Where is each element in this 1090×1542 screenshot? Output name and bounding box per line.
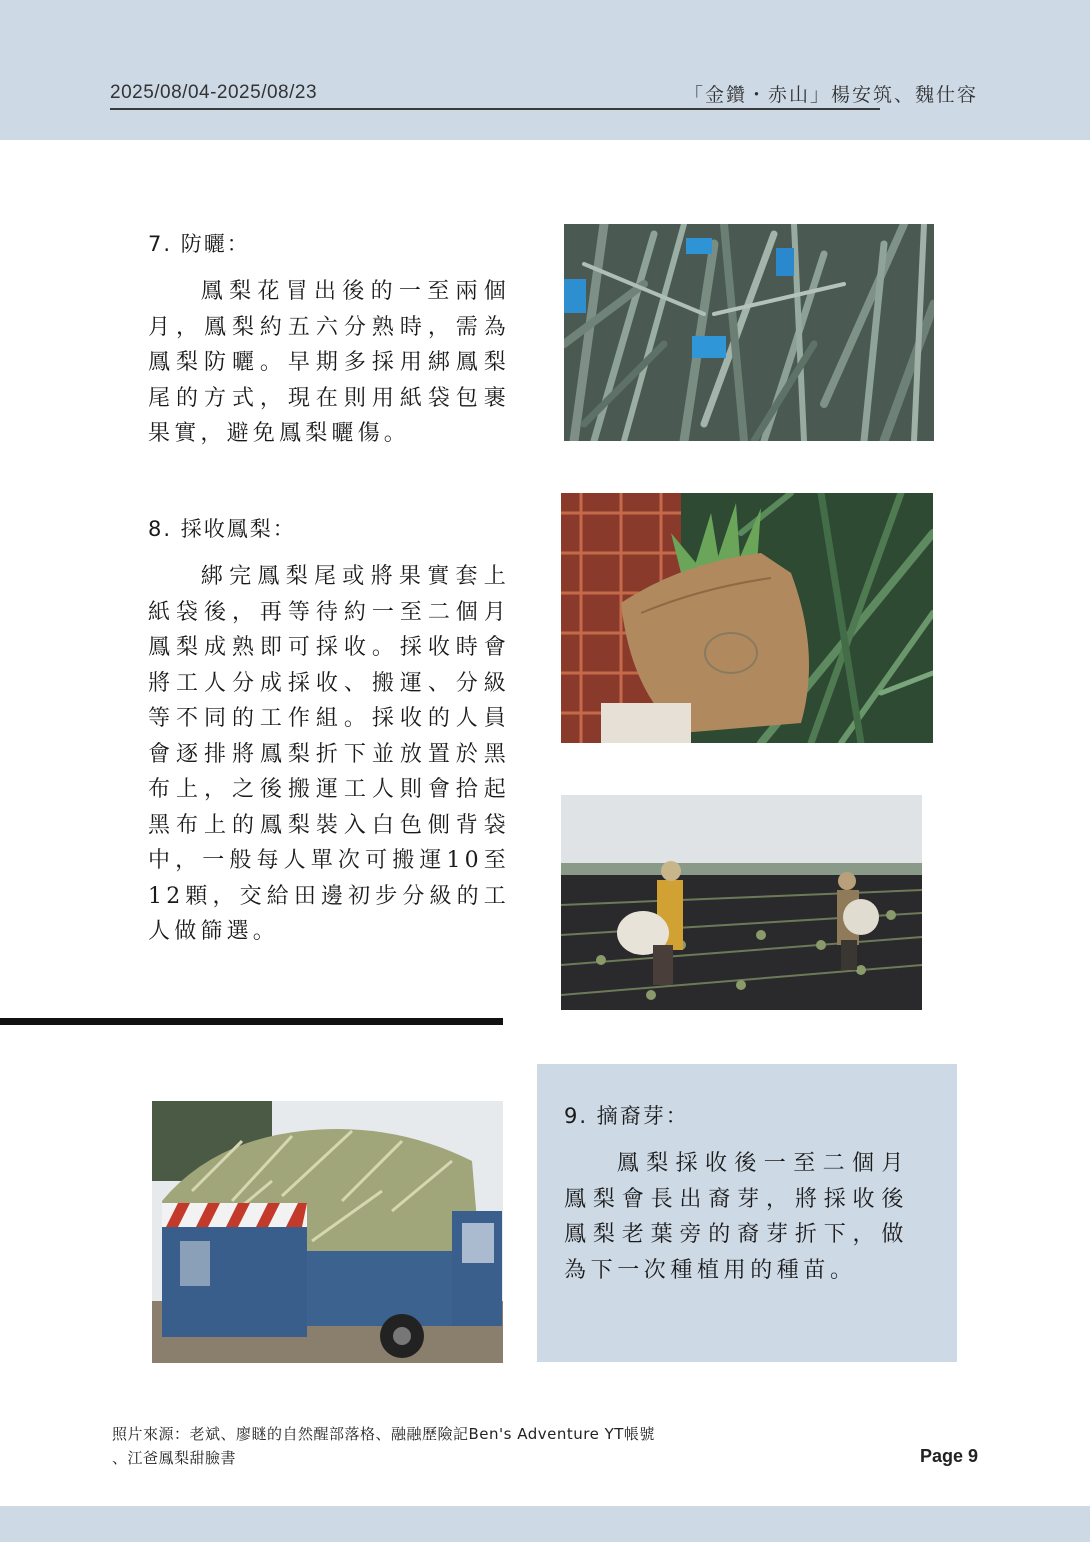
section-harvest <box>148 513 510 950</box>
section-body: 鳳梨花冒出後的一至兩個月，鳳梨約五六分熟時，需為鳳梨防曬。早期多採用綁鳳梨尾的方式，現在則用紙袋包裹果實，避免鳳梨曬傷。 <box>148 279 510 446</box>
photo-tied-tops <box>564 224 934 441</box>
page-number: Page 9 <box>919 1446 978 1466</box>
section-title: 9. 摘裔芽： <box>564 1104 689 1128</box>
photo-pineapple-in-paper-bag-icon <box>561 493 933 743</box>
header-date-range: 2025/08/04-2025/08/23 <box>110 82 318 103</box>
header-title: 「金鑽・赤山」楊安筑、魏仕容 <box>683 84 978 106</box>
section-title: 8. 採收鳳梨： <box>148 517 296 541</box>
section-sprouts <box>564 1100 908 1288</box>
section-divider <box>0 1018 503 1025</box>
photo-field-workers <box>561 795 922 1010</box>
footer-band <box>0 1506 1090 1542</box>
section-sun-protection <box>148 228 510 452</box>
photo-workers-carrying-bags-in-field-icon <box>561 795 922 1010</box>
section-title: 7. 防曬： <box>148 232 250 256</box>
section-body: 綁完鳳梨尾或將果實套上紙袋後，再等待約一至二個月鳳梨成熟即可採收。採收時會將工人分成採收、搬運、分級等不同的工作組。採收的人員會逐排將鳳梨折下並放置於黑布上，之後搬運工人則會拾起黑布上的鳳梨裝入白色側背袋中，一般每人單次可搬運10至12顆，交給田邊初步分級的工人做篩選。 <box>148 564 510 944</box>
page-header <box>0 0 1090 140</box>
credits-line-1: 照片來源：老斌、廖瞇的自然醒部落格、融融歷險記Ben's Adventure YT帳號 <box>112 1425 655 1443</box>
photo-truck <box>152 1101 503 1363</box>
section-body: 鳳梨採收後一至二個月鳳梨會長出裔芽，將採收後鳳梨老葉旁的裔芽折下，做為下一次種植用的種苗。 <box>564 1151 908 1283</box>
credits-line-2: 、江爸鳳梨甜臉書 <box>112 1449 237 1467</box>
photo-paper-bag <box>561 493 933 743</box>
photo-pineapple-tops-tied-blue-tape-icon <box>564 224 934 441</box>
photo-credits <box>112 1422 732 1470</box>
header-divider <box>110 108 880 110</box>
photo-truck-loaded-with-pineapple-leaves-icon <box>152 1101 503 1363</box>
